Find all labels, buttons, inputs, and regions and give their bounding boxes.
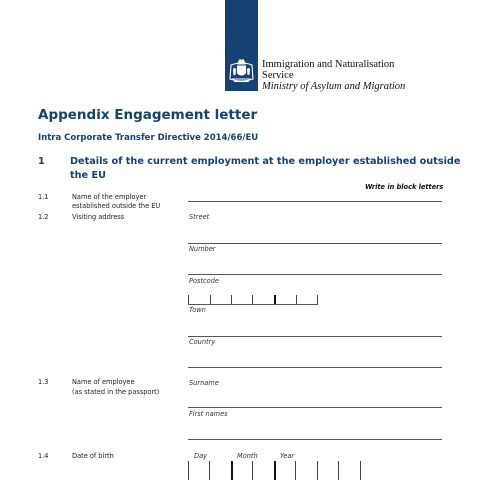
visiting-address-label: Visiting address [72, 213, 125, 221]
street-field[interactable] [188, 243, 442, 244]
employer-name-field[interactable] [188, 201, 442, 202]
employee-name-label-line2: (as stated in the passport) [72, 388, 160, 396]
country-label: Country [189, 338, 216, 346]
date-box-divider [317, 461, 318, 480]
royal-coat-of-arms-icon [226, 58, 257, 86]
item-number-1-3: 1.3 [38, 378, 49, 386]
section-title-line2: the EU [70, 170, 106, 181]
street-label: Street [189, 213, 210, 221]
first-names-label: First names [189, 410, 228, 418]
surname-label: Surname [189, 379, 219, 387]
postcode-label: Postcode [189, 277, 219, 285]
org-name-line1: Immigration and Naturalisation [262, 59, 395, 70]
page-title: Appendix Engagement letter [38, 107, 258, 123]
country-field[interactable] [188, 367, 442, 368]
section-title-line1: Details of the current employment at the employer established outside [70, 156, 461, 167]
item-number-1-4: 1.4 [38, 452, 49, 460]
day-label: Day [194, 452, 208, 460]
postcode-field[interactable] [188, 295, 318, 305]
org-name-line2: Service [262, 70, 294, 81]
employer-label-line1: Name of the employer [72, 193, 147, 201]
section-number: 1 [38, 156, 45, 167]
block-letters-note: Write in block letters [365, 183, 444, 191]
date-box-divider [252, 461, 253, 480]
month-label: Month [237, 452, 258, 460]
date-separator [274, 461, 276, 480]
date-of-birth-field[interactable] [188, 461, 363, 480]
employee-name-label-line1: Name of employee [72, 378, 135, 386]
date-box-divider [209, 461, 210, 480]
date-of-birth-label: Date of birth [72, 452, 114, 460]
postcode-baseline [188, 304, 318, 305]
date-box-divider [338, 461, 339, 480]
number-field[interactable] [188, 274, 442, 275]
date-box-divider [360, 461, 361, 480]
page-subtitle: Intra Corporate Transfer Directive 2014/66/EU [38, 133, 259, 143]
first-names-field[interactable] [188, 439, 442, 440]
item-number-1-1: 1.1 [38, 193, 49, 201]
employer-label-line2: established outside the EU [72, 202, 161, 210]
town-field[interactable] [188, 336, 442, 337]
year-label: Year [280, 452, 295, 460]
ministry-name: Ministry of Asylum and Migration [262, 81, 406, 92]
surname-field[interactable] [188, 407, 442, 408]
date-box-divider [188, 461, 189, 480]
item-number-1-2: 1.2 [38, 213, 49, 221]
town-label: Town [189, 306, 206, 314]
number-label: Number [189, 245, 216, 253]
date-box-divider [295, 461, 296, 480]
date-separator [231, 461, 233, 480]
